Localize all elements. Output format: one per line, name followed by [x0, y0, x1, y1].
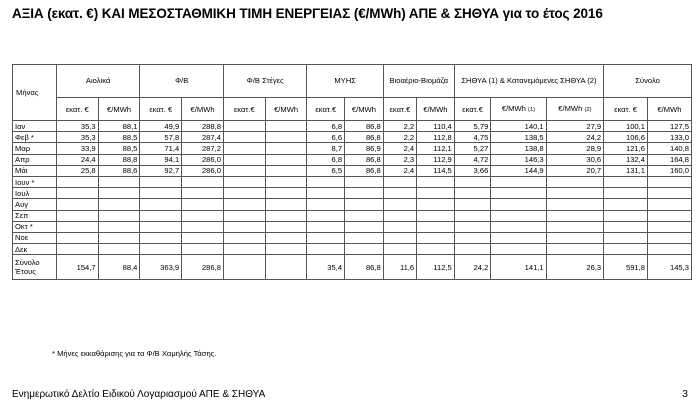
month-cell: Φεβ *: [13, 132, 57, 143]
value-cell: [56, 221, 98, 232]
value-cell: [345, 210, 384, 221]
value-cell: 86,8: [345, 154, 384, 165]
value-cell: [383, 210, 416, 221]
value-cell: [223, 232, 265, 243]
value-cell: 35,4: [307, 255, 345, 280]
value-cell: [454, 176, 491, 187]
sub-header-price: €/MWh: [182, 98, 224, 121]
value-cell: 3,66: [454, 165, 491, 176]
value-cell: 286,8: [182, 255, 224, 280]
value-cell: [265, 188, 307, 199]
value-cell: [604, 221, 648, 232]
value-cell: 57,8: [140, 132, 182, 143]
value-cell: 6,8: [307, 121, 345, 132]
value-cell: [223, 132, 265, 143]
value-cell: [265, 121, 307, 132]
value-cell: 28,9: [546, 143, 603, 154]
value-cell: [98, 199, 140, 210]
value-cell: [383, 176, 416, 187]
group-header-pv-roofs: Φ/Β Στέγες: [223, 65, 307, 98]
value-cell: [604, 176, 648, 187]
value-cell: [265, 232, 307, 243]
value-cell: 24,4: [56, 154, 98, 165]
value-cell: [454, 221, 491, 232]
value-cell: [223, 121, 265, 132]
value-cell: [345, 221, 384, 232]
value-cell: [417, 244, 455, 255]
value-cell: 138,8: [491, 143, 546, 154]
table-row: [13, 221, 692, 232]
value-cell: [491, 221, 546, 232]
value-cell: 112,5: [417, 255, 455, 280]
value-cell: 88,4: [98, 255, 140, 280]
sub-header-price: €/MWh: [417, 98, 455, 121]
month-cell: Οκτ *: [13, 221, 57, 232]
sub-header-value: εκατ.€: [307, 98, 345, 121]
value-cell: [223, 176, 265, 187]
table-row: [13, 244, 692, 255]
value-cell: [140, 188, 182, 199]
value-cell: 131,1: [604, 165, 648, 176]
footnote-marker-2: (2): [584, 106, 592, 113]
value-cell: [223, 143, 265, 154]
value-cell: 49,9: [140, 121, 182, 132]
value-cell: [56, 199, 98, 210]
value-cell: [417, 232, 455, 243]
value-cell: [265, 154, 307, 165]
total-label: Σύνολο Έτους: [13, 255, 57, 280]
value-cell: [307, 221, 345, 232]
table-row: [13, 143, 692, 154]
value-cell: [56, 188, 98, 199]
month-cell: Μαρ: [13, 143, 57, 154]
value-cell: [383, 199, 416, 210]
value-cell: [491, 188, 546, 199]
value-cell: [417, 188, 455, 199]
value-cell: [604, 232, 648, 243]
sub-header-value: εκατ. €: [56, 98, 98, 121]
value-cell: [182, 210, 224, 221]
value-cell: [182, 221, 224, 232]
page-title: ΑΞΙΑ (εκατ. €) ΚΑΙ ΜΕΣΟΣΤΑΘΜΙΚΗ ΤΙΜΗ ΕΝΕΡΓΕΙΑΣ (€/MWh) ΑΠΕ & ΣΗΘΥΑ για το έτος 2016: [12, 6, 603, 21]
value-cell: 133,0: [647, 132, 691, 143]
footnote-marker-1: (1): [528, 106, 536, 113]
sub-header-price-text: €/MWh: [558, 103, 583, 113]
sub-header-price: €/MWh: [647, 98, 691, 121]
value-cell: [345, 176, 384, 187]
value-cell: 35,3: [56, 121, 98, 132]
month-cell: Ιουλ: [13, 188, 57, 199]
value-cell: [647, 244, 691, 255]
value-cell: [307, 199, 345, 210]
value-cell: [265, 199, 307, 210]
value-cell: [56, 232, 98, 243]
value-cell: [182, 232, 224, 243]
table-row: [13, 165, 692, 176]
sub-header-price-dispatchable-chp: [546, 98, 603, 121]
month-cell: Νοε: [13, 232, 57, 243]
value-cell: 35,3: [56, 132, 98, 143]
value-cell: [454, 232, 491, 243]
value-cell: [491, 210, 546, 221]
value-cell: [307, 188, 345, 199]
sub-header-value: εκατ.€: [454, 98, 491, 121]
value-cell: 86,9: [345, 143, 384, 154]
value-cell: 145,3: [647, 255, 691, 280]
month-cell: Απρ: [13, 154, 57, 165]
value-cell: [383, 221, 416, 232]
value-cell: [307, 244, 345, 255]
table-row: [13, 121, 692, 132]
value-cell: 286,0: [182, 165, 224, 176]
energy-value-table: [12, 64, 692, 280]
value-cell: [265, 132, 307, 143]
value-cell: [546, 199, 603, 210]
page-number: 3: [682, 388, 688, 400]
total-row: [13, 255, 692, 280]
group-header-wind: Αιολικά: [56, 65, 140, 98]
value-cell: 141,1: [491, 255, 546, 280]
month-cell: Δεκ: [13, 244, 57, 255]
value-cell: [383, 244, 416, 255]
value-cell: 86,8: [345, 132, 384, 143]
value-cell: [140, 176, 182, 187]
value-cell: 4,75: [454, 132, 491, 143]
value-cell: [417, 199, 455, 210]
month-header: Μήνας: [13, 65, 57, 121]
value-cell: [491, 232, 546, 243]
value-cell: 160,0: [647, 165, 691, 176]
month-cell: Μάι: [13, 165, 57, 176]
value-cell: [223, 154, 265, 165]
value-cell: 110,4: [417, 121, 455, 132]
value-cell: [647, 188, 691, 199]
value-cell: 138,5: [491, 132, 546, 143]
value-cell: [182, 199, 224, 210]
value-cell: [307, 176, 345, 187]
footnote: * Μήνες εκκαθάρισης για τα Φ/Β Χαμηλής Τάσης.: [52, 349, 217, 358]
value-cell: [182, 244, 224, 255]
value-cell: [140, 210, 182, 221]
value-cell: 88,8: [98, 154, 140, 165]
value-cell: 121,6: [604, 143, 648, 154]
value-cell: [265, 165, 307, 176]
value-cell: 112,8: [417, 132, 455, 143]
value-cell: [491, 244, 546, 255]
value-cell: [647, 199, 691, 210]
table-body: [13, 121, 692, 280]
value-cell: 140,1: [491, 121, 546, 132]
value-cell: 100,1: [604, 121, 648, 132]
value-cell: 20,7: [546, 165, 603, 176]
sub-header-value: εκατ. €: [604, 98, 648, 121]
value-cell: 2,4: [383, 143, 416, 154]
value-cell: [604, 244, 648, 255]
value-cell: 5,79: [454, 121, 491, 132]
value-cell: [223, 210, 265, 221]
value-cell: [345, 232, 384, 243]
value-cell: 24,2: [546, 132, 603, 143]
value-cell: 287,4: [182, 132, 224, 143]
value-cell: [56, 244, 98, 255]
value-cell: 140,8: [647, 143, 691, 154]
sub-header-value: εκατ.€: [223, 98, 265, 121]
value-cell: [223, 244, 265, 255]
group-header-pv: Φ/Β: [140, 65, 224, 98]
value-cell: [140, 199, 182, 210]
value-cell: [223, 188, 265, 199]
value-cell: [56, 176, 98, 187]
table-row: [13, 232, 692, 243]
value-cell: 25,8: [56, 165, 98, 176]
value-cell: [454, 199, 491, 210]
value-cell: [491, 176, 546, 187]
sub-header-price: €/MWh: [345, 98, 384, 121]
value-cell: 6,6: [307, 132, 345, 143]
value-cell: 27,9: [546, 121, 603, 132]
value-cell: 2,4: [383, 165, 416, 176]
value-cell: [454, 210, 491, 221]
sub-header-price: €/MWh: [98, 98, 140, 121]
value-cell: 6,8: [307, 154, 345, 165]
value-cell: [265, 255, 307, 280]
value-cell: [647, 210, 691, 221]
value-cell: [454, 188, 491, 199]
value-cell: 6,5: [307, 165, 345, 176]
value-cell: [223, 199, 265, 210]
value-cell: 2,3: [383, 154, 416, 165]
value-cell: [98, 188, 140, 199]
table-row: [13, 188, 692, 199]
value-cell: 86,8: [345, 255, 384, 280]
value-cell: 94,1: [140, 154, 182, 165]
value-cell: 127,5: [647, 121, 691, 132]
value-cell: [546, 244, 603, 255]
value-cell: [56, 210, 98, 221]
value-cell: [417, 176, 455, 187]
value-cell: [345, 244, 384, 255]
value-cell: 112,9: [417, 154, 455, 165]
value-cell: 88,5: [98, 143, 140, 154]
group-header-total: Σύνολο: [604, 65, 692, 98]
value-cell: [182, 188, 224, 199]
value-cell: 30,6: [546, 154, 603, 165]
value-cell: [546, 176, 603, 187]
value-cell: 2,2: [383, 121, 416, 132]
value-cell: [307, 232, 345, 243]
group-header-chp: ΣΗΘΥΑ (1) & Κατανεμόμενες ΣΗΘΥΑ (2): [454, 65, 603, 98]
value-cell: [223, 221, 265, 232]
value-cell: 5,27: [454, 143, 491, 154]
value-cell: [98, 210, 140, 221]
value-cell: [265, 244, 307, 255]
value-cell: [265, 176, 307, 187]
value-cell: 11,6: [383, 255, 416, 280]
value-cell: 26,3: [546, 255, 603, 280]
value-cell: 288,8: [182, 121, 224, 132]
table-row: [13, 176, 692, 187]
value-cell: [546, 221, 603, 232]
sub-header-value: εκατ.€: [383, 98, 416, 121]
value-cell: [383, 232, 416, 243]
value-cell: [417, 221, 455, 232]
value-cell: 33,9: [56, 143, 98, 154]
value-cell: 2,2: [383, 132, 416, 143]
value-cell: 24,2: [454, 255, 491, 280]
value-cell: 154,7: [56, 255, 98, 280]
value-cell: [604, 199, 648, 210]
month-cell: Ιαν: [13, 121, 57, 132]
value-cell: 8,7: [307, 143, 345, 154]
value-cell: 88,5: [98, 132, 140, 143]
value-cell: [546, 188, 603, 199]
value-cell: 591,8: [604, 255, 648, 280]
table-row: [13, 132, 692, 143]
month-cell: Ιουν *: [13, 176, 57, 187]
month-cell: Αυγ: [13, 199, 57, 210]
value-cell: 363,9: [140, 255, 182, 280]
value-cell: 71,4: [140, 143, 182, 154]
group-header-small-hydro: ΜΥΗΣ: [307, 65, 383, 98]
value-cell: [98, 244, 140, 255]
value-cell: [265, 221, 307, 232]
value-cell: 146,3: [491, 154, 546, 165]
value-cell: [647, 232, 691, 243]
value-cell: [345, 188, 384, 199]
value-cell: [417, 210, 455, 221]
value-cell: 132,4: [604, 154, 648, 165]
value-cell: [182, 176, 224, 187]
value-cell: 4,72: [454, 154, 491, 165]
value-cell: [345, 199, 384, 210]
value-cell: 112,1: [417, 143, 455, 154]
sub-header-value: εκατ. €: [140, 98, 182, 121]
value-cell: [140, 244, 182, 255]
value-cell: [546, 210, 603, 221]
value-cell: [98, 232, 140, 243]
value-cell: [265, 210, 307, 221]
value-cell: 106,6: [604, 132, 648, 143]
value-cell: [140, 232, 182, 243]
month-cell: Σεπ: [13, 210, 57, 221]
value-cell: 164,8: [647, 154, 691, 165]
value-cell: 287,2: [182, 143, 224, 154]
sub-header-price-text: €/MWh: [501, 103, 526, 113]
value-cell: [307, 210, 345, 221]
value-cell: [223, 255, 265, 280]
value-cell: [265, 143, 307, 154]
value-cell: 92,7: [140, 165, 182, 176]
value-cell: [546, 232, 603, 243]
value-cell: 114,5: [417, 165, 455, 176]
value-cell: 144,9: [491, 165, 546, 176]
value-cell: 88,6: [98, 165, 140, 176]
value-cell: [454, 244, 491, 255]
sub-header-price: €/MWh: [265, 98, 307, 121]
value-cell: [491, 199, 546, 210]
value-cell: 86,8: [345, 121, 384, 132]
table-row: [13, 210, 692, 221]
value-cell: [383, 188, 416, 199]
value-cell: [223, 165, 265, 176]
table-row: [13, 154, 692, 165]
page-footer: Ενημερωτικό Δελτίο Ειδικού Λογαριασμού ΑΠΕ & ΣΗΘΥΑ: [12, 389, 266, 400]
table-row: [13, 199, 692, 210]
value-cell: [604, 210, 648, 221]
value-cell: [647, 221, 691, 232]
value-cell: [98, 176, 140, 187]
group-header-biogas-biomass: Βιοαέριο-Βιομάζα: [383, 65, 454, 98]
sub-header-price-chp: [491, 98, 546, 121]
value-cell: [140, 221, 182, 232]
value-cell: 286,0: [182, 154, 224, 165]
value-cell: 86,8: [345, 165, 384, 176]
value-cell: [647, 176, 691, 187]
value-cell: 88,1: [98, 121, 140, 132]
value-cell: [98, 221, 140, 232]
value-cell: [604, 188, 648, 199]
